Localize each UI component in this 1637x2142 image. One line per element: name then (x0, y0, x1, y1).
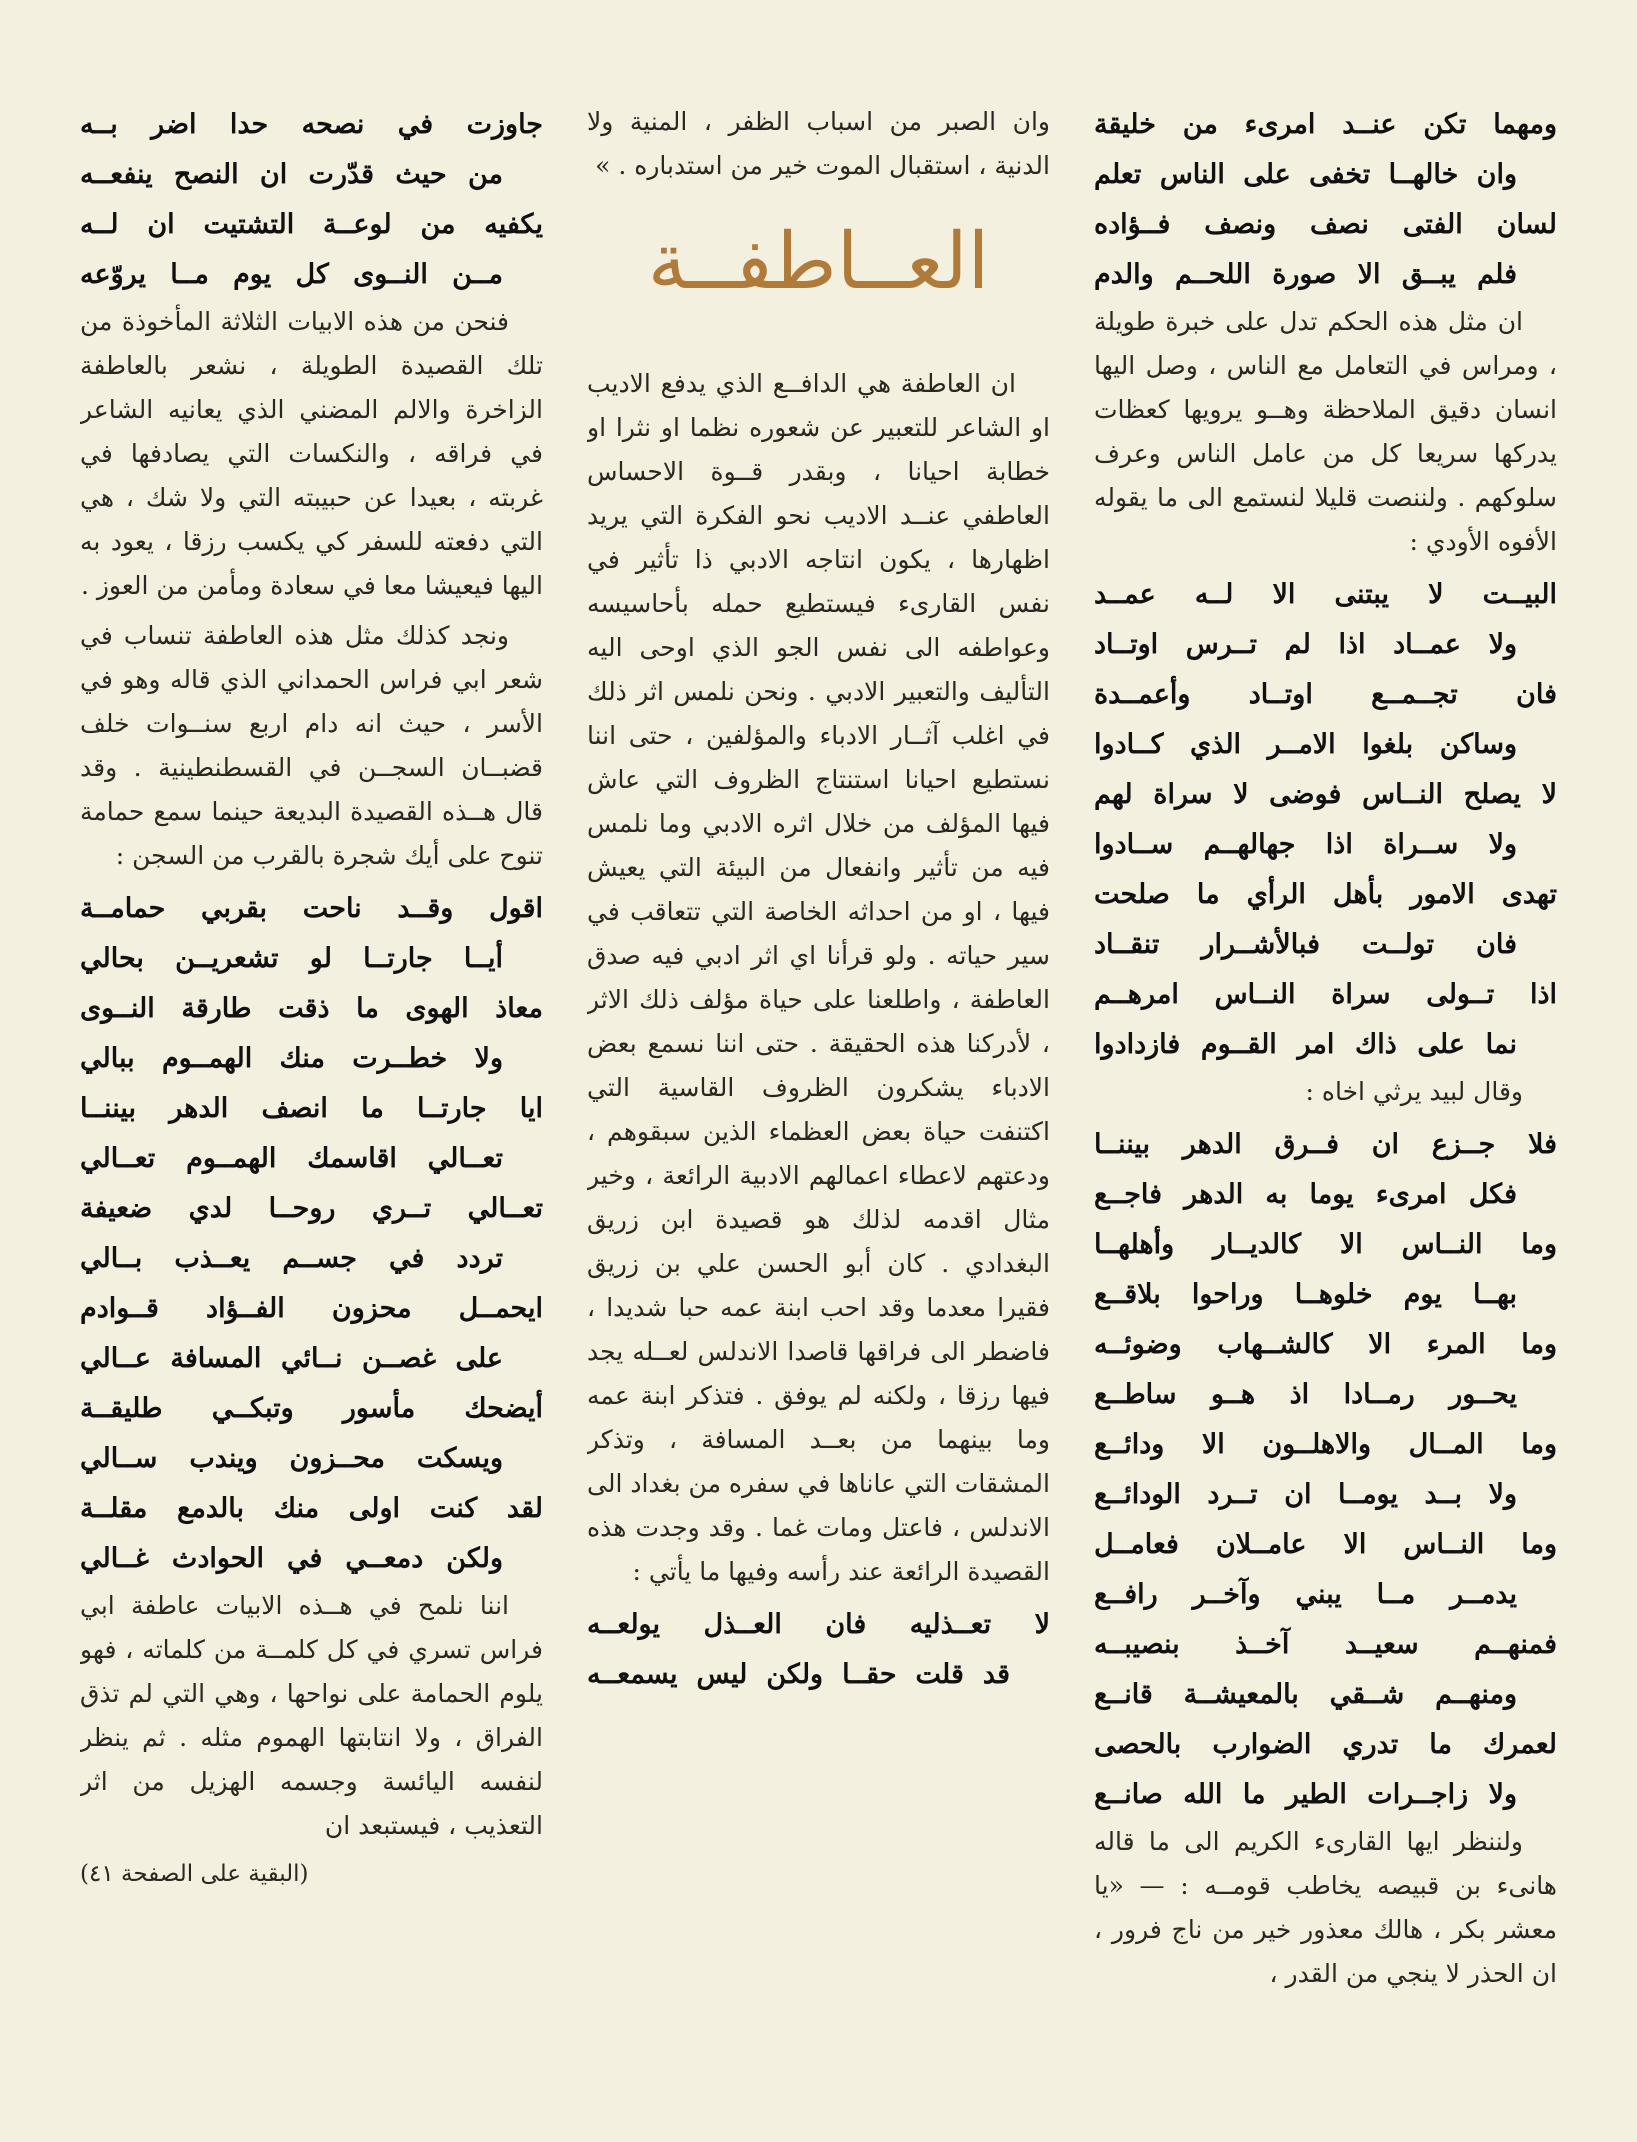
verse-line: ومهما تكن عنــد امرىء من خليقة (1094, 109, 1557, 140)
verse-line: ايحمــل محزون الفــؤاد قــوادم (80, 1293, 543, 1324)
verse-line: ولا خطــرت منك الهمــوم ببالي (80, 1043, 503, 1074)
column-middle (587, 100, 1050, 2060)
verse-line: مــن النــوى كل يوم مــا يروّعه (80, 259, 503, 290)
verse-line: تردد في جســم يعــذب بــالي (80, 1243, 503, 1274)
verse-line: لقد كنت اولى منك بالدمع مقلــة (80, 1493, 543, 1524)
verse-line: على غصــن نــائي المسافة عــالي (80, 1343, 503, 1374)
verse-line: أيــا جارتــا لو تشعريــن بحالي (80, 943, 503, 974)
column-right (1094, 100, 1557, 2060)
verse-line: وان خالهــا تخفى على الناس تعلم (1094, 159, 1517, 190)
verse-line: ولا عمــاد اذا لم تــرس اوتــاد (1094, 629, 1517, 660)
verse-line: ومنهــم شــقي بالمعيشــة قانــع (1094, 1679, 1517, 1710)
verse-line: تهدى الامور بأهل الرأي ما صلحت (1094, 879, 1557, 910)
verse-line: قد قلت حقــا ولكن ليس يسمعــه (587, 1659, 1010, 1690)
verse-line: اقول وقــد ناحت بقربي حمامــة (80, 893, 543, 924)
verse-line: تعــالي اقاسمك الهمــوم تعــالي (80, 1143, 503, 1174)
verse-line: فكل امرىء يوما به الدهر فاجــع (1094, 1179, 1517, 1210)
verse-line: تعــالي تــري روحــا لدي ضعيفة (80, 1193, 543, 1224)
verse-line: لا يصلح النــاس فوضى لا سراة لهم (1094, 779, 1557, 810)
verse-line: ولا ســراة اذا جهالهــم ســادوا (1094, 829, 1517, 860)
paragraph: ونجد كذلك مثل هذه العاطفة تنساب في شعر ابي فراس الحمداني الذي قاله وهو في الأسر ، حيث انه دام اربع سنــوات خلف قضبــان السجــن في القسطنطينية . وقد قال هــذه القصيدة البديعة حينما سمع حمامة تنوح على أيك شجرة بالقرب من السجن : (80, 621, 543, 870)
verse-line: وما المرء الا كالشــهاب وضوئــه (1094, 1329, 1557, 1360)
verse-line: البيــت لا يبتنى الا لــه عمــد (1094, 579, 1557, 610)
verse-line: من حيث قدّرت ان النصح ينفعــه (80, 159, 503, 190)
verse-line: يكفيه من لوعــة التشتيت ان لــه (80, 209, 543, 240)
verse-line: يحــور رمــادا اذ هــو ساطــع (1094, 1379, 1517, 1410)
middle-intro-text: وان الصبر من اسباب الظفر ، المنية ولا الدنية ، استقبال الموت خير من استدباره . » (587, 107, 1050, 180)
verse-line: بهــا يوم خلوهــا وراحوا بلاقــع (1094, 1279, 1517, 1310)
column-middle-body (587, 362, 1050, 1700)
verse-line: ولا زاجــرات الطير ما الله صانــع (1094, 1779, 1517, 1810)
verse-line: نما على ذاك امر القــوم فازدادوا (1094, 1029, 1517, 1060)
verse-line: لعمرك ما تدري الضوارب بالحصى (1094, 1729, 1557, 1760)
verse-line: فمنهــم سعيــد آخــذ بنصيبــه (1094, 1629, 1557, 1660)
verse-line: وما المــال والاهلــون الا ودائــع (1094, 1429, 1557, 1460)
verse-line: يدمــر مــا يبني وآخــر رافــع (1094, 1579, 1517, 1610)
verse-line: لا تعــذليه فان العــذل يولعــه (587, 1609, 1050, 1640)
column-left-body (80, 100, 543, 1848)
verse-line: فان تولــت فبالأشــرار تنقــاد (1094, 929, 1517, 960)
paragraph: ان العاطفة هي الدافــع الذي يدفع الاديب او الشاعر للتعبير عن شعوره نظما او نثرا او خطابة احيانا ، وبقدر قــوة الاحساس العاطفي عنــد الاديب نحو الفكرة التي يريد اظهارها ، يكون انتاجه الادبي ذا تأثير في نفس القارىء فيستطيع حمله بأحاسيسه وعواطفه الى نفس الجو الذي اوحى اليه التأليف والتعبير الادبي . ونحن نلمس اثر ذلك في اغلب آثــار الادباء والمؤلفين ، حتى اننا نستطيع احيانا استنتاج الظروف التي عاش فيها المؤلف من خلال اثره الادبي وما نلمس فيه من تأثير وانفعال من البيئة التي يعيش فيها ، او من احداثه الخاصة التي تتعاقب في سير حياته . ولو قرأنا اي اثر ادبي فيه صدق العاطفة ، واطلعنا على حياة مؤلف ذلك الاثر ، لأدركنا هذه الحقيقة . حتى اننا نسمع بعض الادباء يشكرون الظروف القاسية التي اكتنفت حياة بعض العظماء الذين سبقوهم ، ودعتهم لاعطاء اعمالهم الادبية الرائعة ، وخير مثال اقدمه لذلك هو قصيدة ابن زريق البغدادي . كان أبو الحسن علي بن زريق فقيرا معدما وقد احب ابنة عمه حبا شديدا ، فاضطر الى فراقها قاصدا الاندلس لعــله يجد فيها رزقا ، ولكنه لم يوفق . فتذكر ابنة عمه وما بينهما من بعــد المسافة ، وتذكر المشقات التي عاناها في سفره من بغداد الى الاندلس ، فاعتل ومات غما . وقد وجدت هذه القصيدة الرائعة عند رأسه وفيها ما يأتي : (587, 369, 1050, 1586)
verse-line: اذا تــولى سراة النــاس امرهــم (1094, 979, 1557, 1010)
verse-line: فلم يبــق الا صورة اللحــم والدم (1094, 259, 1517, 290)
verse-line: ايا جارتــا ما انصف الدهر بيننــا (80, 1093, 543, 1124)
verse-line: وساكن بلغوا الامــر الذي كــادوا (1094, 729, 1517, 760)
paragraph: ولننظر ايها القارىء الكريم الى ما قاله هانىء بن قبيصه يخاطب قومــه : — «يا معشر بكر ، هالك معذور خير من ناج فرور ، ان الحذر لا ينجي من القدر ، (1094, 1827, 1557, 1988)
paragraph: اننا نلمح في هــذه الابيات عاطفة ابي فراس تسري في كل كلمــة من كلماته ، فهو يلوم الحمامة على نواحها ، وهي التي لم تذق الفراق ، ولا انتابتها الهموم مثله . ثم ينظر لنفسه اليائسة وجسمه الهزيل من اثر التعذيب ، فيستبعد ان (80, 1591, 543, 1840)
paragraph: وقال لبيد يرثي اخاه : (1305, 1077, 1523, 1106)
verse-line: وما النــاس الا عامــلان فعامــل (1094, 1529, 1557, 1560)
continuation-note: (البقية على الصفحة ٤١) (80, 1861, 309, 1887)
verse-line: ولكن دمعــي في الحوادث غــالي (80, 1543, 503, 1574)
verse-line: لسان الفتى نصف ونصف فــؤاده (1094, 209, 1557, 240)
verse-line: جاوزت في نصحه حدا اضر بــه (80, 109, 543, 140)
article-columns (80, 100, 1557, 2060)
paragraph: ان مثل هذه الحكم تدل على خبرة طويلة ، ومراس في التعامل مع الناس ، وصل اليها انسان دقيق الملاحظة وهــو يرويها كعظات يدركها سريعا كل من عامل الناس وعرف سلوكهم . ولننصت قليلا لنستمع الى ما يقوله الأفوه الأودي : (1094, 307, 1557, 556)
verse-line: فلا جــزع ان فــرق الدهر بيننــا (1094, 1129, 1557, 1160)
verse-line: أيضحك مأسور وتبكــي طليقــة (80, 1393, 543, 1424)
verse-line: وما النــاس الا كالديــار وأهلهــا (1094, 1229, 1557, 1260)
verse-line: ولا بــد يومــا ان تــرد الودائــع (1094, 1479, 1517, 1510)
verse-line: ويسكت محــزون ويندب ســالي (80, 1443, 503, 1474)
article-title: العــاطفــة (647, 217, 990, 307)
verse-line: معاذ الهوى ما ذقت طارقة النــوى (80, 993, 543, 1024)
paragraph: فنحن من هذه الابيات الثلاثة المأخوذة من تلك القصيدة الطويلة ، نشعر بالعاطفة الزاخرة والالم المضني الذي يعانيه الشاعر في فراقه ، والنكسات التي يصادفها في غربته ، بعيدا عن حبيبته التي ولا شك ، هي التي دفعته للسفر كي يكسب رزقا ، يعود به اليها فيعيشا معا في سعادة ومأمن من العوز . (80, 307, 543, 600)
verse-line: فان تجــمــع اوتــاد وأعمــدة (1094, 679, 1557, 710)
column-left (80, 100, 543, 2060)
